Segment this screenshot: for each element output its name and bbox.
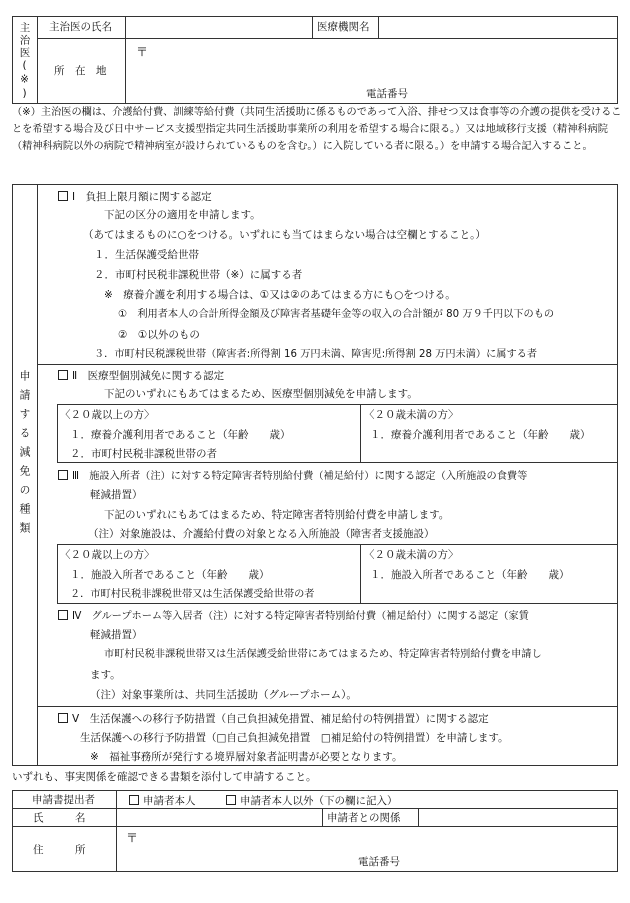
sec1-checkbox[interactable] [58, 191, 68, 201]
sec4-checkbox[interactable] [58, 610, 68, 620]
sec1-title: Ⅰ 負担上限月額に関する認定 [58, 191, 212, 203]
sec2-checkbox[interactable] [58, 370, 68, 380]
physician-name-field[interactable] [127, 18, 310, 36]
physician-phone-label: 電話番号 [366, 88, 408, 100]
opt-self[interactable]: 申請者本人 [129, 795, 196, 807]
sec1-sub1: ① 利用者本人の合計所得金額及び障害者基礎年金等の収入の合計額が 80 万９千円以下のもの [118, 309, 555, 320]
applicant-address-label: 住 所 [33, 844, 86, 856]
sec1-note: ※ 療養介護を利用する場合は、①又は②のあてはまる方にも○をつける。 [104, 289, 456, 301]
sec3-line1: 下記のいずれにもあてはまるため、特定障害者特別給付費を申請します。 [104, 509, 450, 521]
other-checkbox[interactable] [226, 795, 236, 805]
sec1-sub2: ② ①以外のもの [118, 329, 200, 341]
sec1-item3: ３．市町村民税課税世帯（障害者:所得割 16 万円未満、障害児:所得割 28 万円未満）に属する者 [94, 349, 538, 360]
sec2-left-1: １．療養介護利用者であること（年齢 歳） [70, 429, 291, 441]
sec3-left-2: ２．市町村民税非課税世帯又は生活保護受給世帯の者 [70, 589, 315, 600]
sec1-item1: １．生活保護受給世帯 [94, 249, 199, 261]
postal-mark: 〒 [136, 45, 149, 59]
self-checkbox[interactable] [129, 795, 139, 805]
applicant-name-label: 氏 名 [33, 812, 86, 824]
submitter-label: 申請書提出者 [32, 794, 95, 806]
sec2-right-1: １．療養介護利用者であること（年齢 歳） [370, 429, 591, 441]
sec5-checkbox[interactable] [58, 713, 68, 723]
physician-note: （※）主治医の欄は、介護給付費、訓練等給付費（共同生活援助に係るものであって入浴、排せつ又は食事等の介護の提供を受けることを希望する場合及び日中サービス支援型指定共同生活援助事業所の利用を希望する場合に限る。）又は地域移行支援（精神科病院（精神科病院以外の病院で精神病室が設けられているものを含む。）に入院している者に限る。）を申請する場合記入すること。 [12, 107, 622, 152]
facility-field[interactable] [380, 18, 616, 36]
sec5-title: Ⅴ 生活保護への移行予防措置（自己負担減免措置、補足給付の特例措置）に関する認定 [58, 713, 489, 725]
sec5-line1: 生活保護への移行予防措置（□自己負担減免措置 □補足給付の特例措置）を申請します。 [80, 732, 509, 744]
sec3-right-1: １．施設入所者であること（年齢 歳） [370, 569, 570, 581]
sec2-right-head: 〈２０歳未満の方〉 [364, 409, 459, 421]
sec3-right-head: 〈２０歳未満の方〉 [364, 549, 459, 561]
sec3-left-head: 〈２０歳以上の方〉 [60, 549, 155, 561]
applicant-name-field[interactable] [118, 810, 320, 824]
sec5-note: ※ 福祉事務所が発行する境界層対象者証明書が必要となります。 [90, 751, 403, 763]
sec2-line1: 下記のいずれにもあてはまるため、医療型個別減免を申請します。 [104, 388, 418, 400]
sec1-item2: ２．市町村民税非課税世帯（※）に属する者 [94, 269, 303, 281]
sec4-line1: 市町村民税非課税世帯又は生活保護受給世帯にあてはまるため、特定障害者特別給付費を申請し [104, 649, 542, 660]
sec4-title2: 軽減措置） [90, 629, 143, 641]
physician-name-label: 主治医の氏名 [49, 21, 112, 33]
sec3-title2: 軽減措置） [90, 489, 143, 501]
physician-address-label: 所 在 地 [54, 65, 107, 77]
opt-other[interactable]: 申請者本人以外（下の欄に記入） [226, 795, 398, 807]
sec3-title: Ⅲ 施設入所者（注）に対する特定障害者特別給付費（補足給付）に関する認定（入所施設の食費等 [58, 470, 527, 482]
sec1-line2: （あてはまるものに○をつける。いずれにも当てはまらない場合は空欄とすること。） [83, 229, 486, 241]
sec4-line1b: ます。 [90, 669, 121, 681]
sec3-note: （注）対象施設は、介護給付費の対象となる入所施設（障害者支援施設） [88, 528, 435, 540]
applicant-postal-mark: 〒 [126, 831, 139, 845]
relation-field[interactable] [420, 810, 616, 824]
facility-label: 医療機関名 [317, 21, 370, 33]
physician-side-label: 主治医(※) [18, 22, 31, 102]
sec4-note: （注）対象事業所は、共同生活援助（グループホーム）。 [90, 689, 357, 701]
sec3-checkbox[interactable] [58, 470, 68, 480]
sec2-left-head: 〈２０歳以上の方〉 [60, 409, 155, 421]
sec3-left-1: １．施設入所者であること（年齢 歳） [70, 569, 270, 581]
applicant-phone-label: 電話番号 [358, 856, 400, 868]
attach-note: いずれも、事実関係を確認できる書類を添付して申請すること。 [12, 771, 317, 783]
sec4-title: Ⅳ グループホーム等入居者（注）に対する特定障害者特別給付費（補足給付）に関する認定（家賃 [58, 610, 529, 622]
relation-label: 申請者との関係 [327, 812, 401, 824]
sec2-title: Ⅱ 医療型個別減免に関する認定 [58, 370, 224, 382]
sec2-left-2: ２．市町村民税非課税世帯の者 [70, 448, 217, 460]
sec1-line1: 下記の区分の適用を申請します。 [104, 209, 261, 221]
reduction-side-label: 申請する減免の種類 [18, 370, 31, 541]
